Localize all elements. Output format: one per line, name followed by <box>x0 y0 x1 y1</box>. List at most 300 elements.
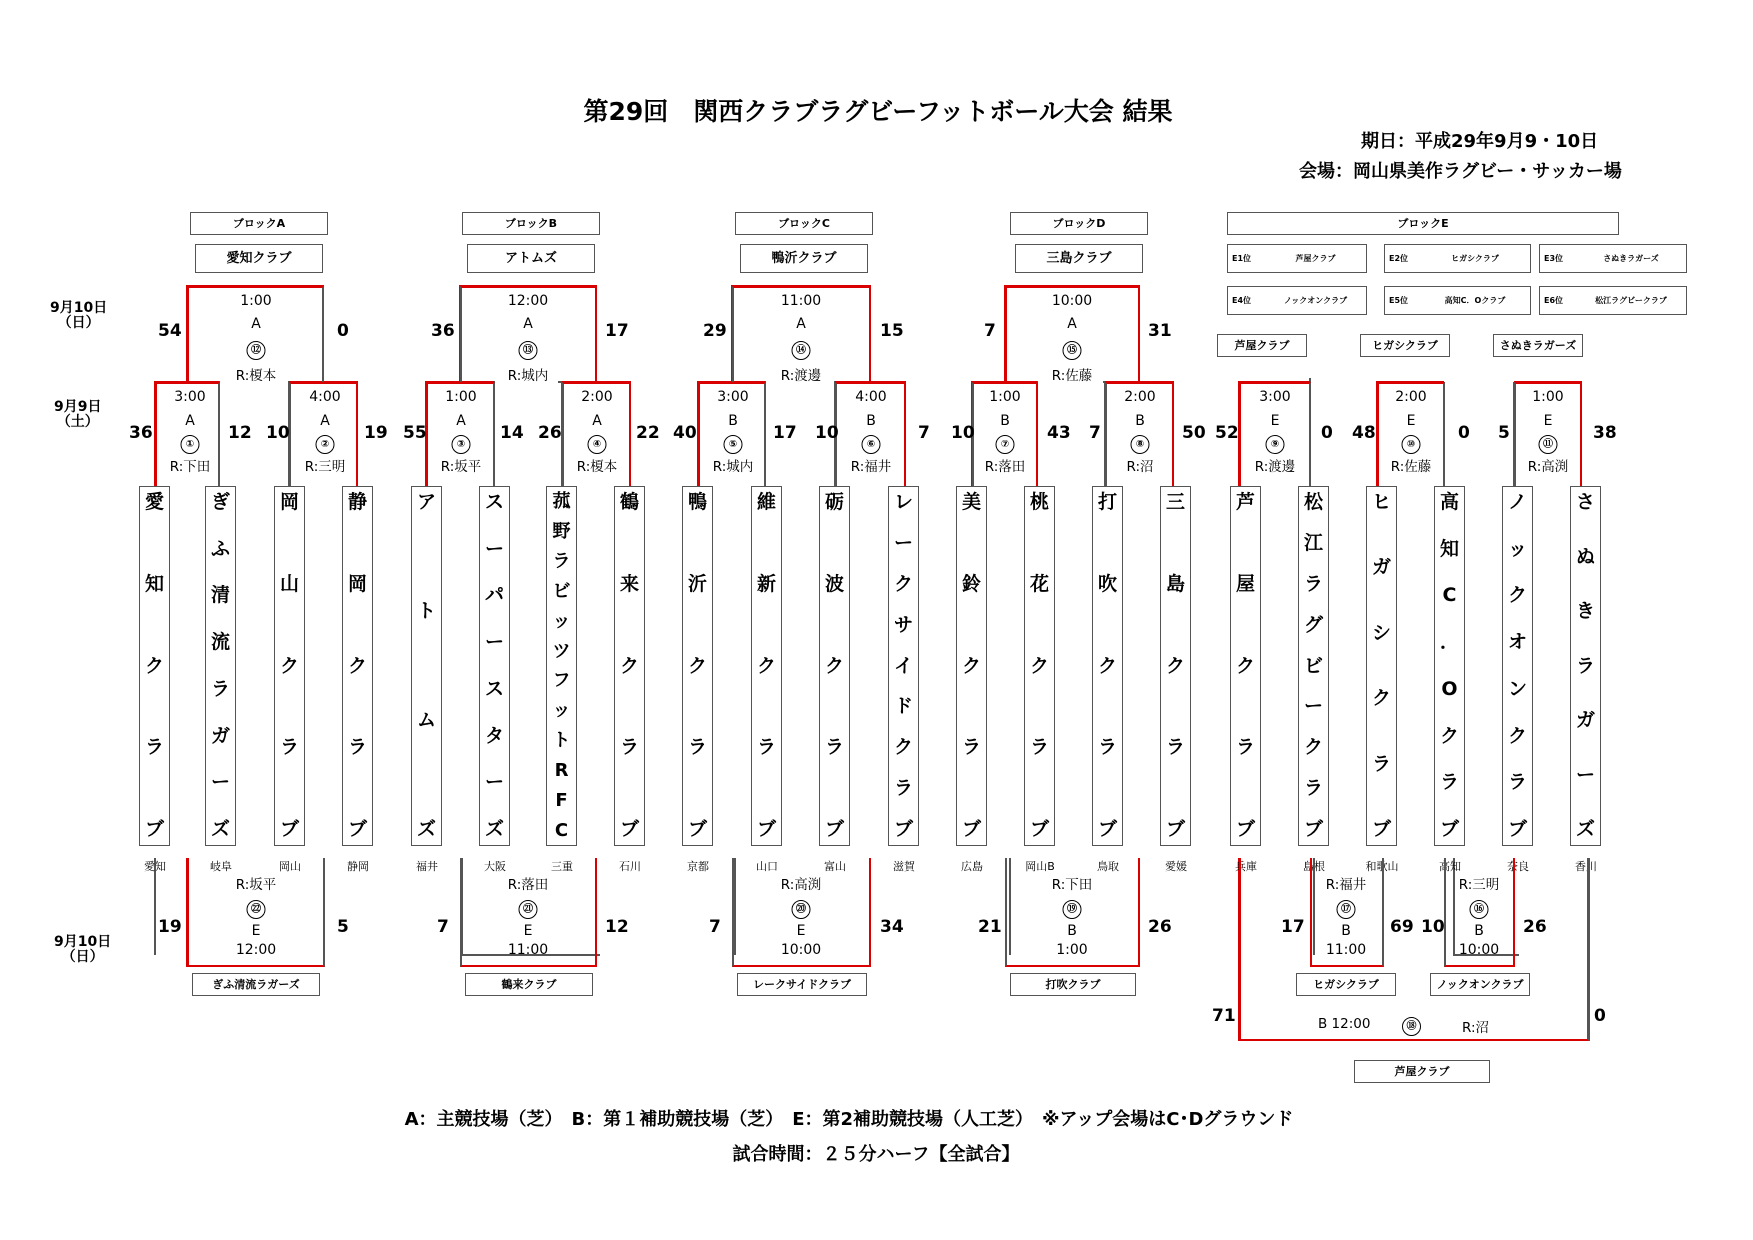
team-prefecture: 滋賀 <box>893 860 915 873</box>
rank-label: E3位 <box>1544 254 1564 263</box>
page-title: 第29回 関西クラブラグビーフットボール大会 結果 <box>583 97 1173 126</box>
team-name-char: ク <box>144 654 164 677</box>
team-column <box>1434 486 1465 846</box>
match-18-right-score: 0 <box>1594 1006 1606 1026</box>
match-16-time: 10:00 <box>1458 942 1500 958</box>
team-name-char: ッ <box>1507 537 1527 560</box>
match-number-icon: ⑭ <box>792 341 811 360</box>
team-name-char: ッ <box>552 700 571 722</box>
match-number-icon: ⑤ <box>724 435 743 454</box>
match-8-right-score: 50 <box>1182 423 1206 443</box>
team-name-char: ラ <box>1097 736 1117 759</box>
rank-label: E5位 <box>1389 296 1409 305</box>
team-prefecture: 愛知 <box>144 860 166 873</box>
block-e-pair-3: さぬきラガーズ <box>1493 334 1583 357</box>
match-6-field: B <box>866 413 876 429</box>
block-d-header: ブロックD <box>1010 212 1148 235</box>
match-number-icon: ⑮ <box>1063 341 1082 360</box>
match-3-number <box>452 432 471 454</box>
day-label-top-weekday: （日） <box>57 315 100 331</box>
team-name-char: 鈴 <box>961 572 981 595</box>
match-5-right-score: 17 <box>773 423 797 443</box>
team-name-char: ク <box>1507 724 1527 747</box>
match-21-field: E <box>523 923 533 939</box>
team-prefecture: 兵庫 <box>1235 860 1257 873</box>
team-name-char: き <box>1575 600 1595 622</box>
match-number-icon: ③ <box>452 435 471 454</box>
match-7-number <box>996 432 1015 454</box>
team-name-char: ー <box>484 631 504 654</box>
match-19-winner: 打吹クラブ <box>1010 973 1136 996</box>
team-prefecture: 静岡 <box>347 860 369 873</box>
team-name-char: ッ <box>552 610 571 632</box>
team-name-char: 江 <box>1303 531 1323 554</box>
team-name-char: レ <box>893 491 913 513</box>
match-20-number <box>792 897 811 919</box>
team-name-char: ラ <box>893 777 913 800</box>
match-20-time: 10:00 <box>780 942 822 958</box>
match-16-right-score: 26 <box>1523 917 1547 937</box>
team-name-char: 知 <box>1439 537 1459 560</box>
match-4-time: 2:00 <box>581 389 613 405</box>
team-name-char: ク <box>619 654 639 677</box>
team-prefecture: 高知 <box>1439 860 1461 873</box>
team-name-char: ク <box>1165 654 1185 677</box>
team-column <box>205 486 236 846</box>
team-column <box>1092 486 1123 846</box>
match-7-left-score: 10 <box>951 423 975 443</box>
team-name-char: 美 <box>961 491 981 513</box>
match-15-right-score: 31 <box>1148 321 1172 341</box>
team-name-char: ブ <box>1029 818 1049 840</box>
team-name-char: ビ <box>1303 654 1323 677</box>
match-2-left-score: 10 <box>266 423 290 443</box>
match-4-right-score: 22 <box>636 423 660 443</box>
team-name-char: ク <box>893 572 913 595</box>
match-12-field: A <box>251 316 261 332</box>
match-15-referee: R:佐藤 <box>1051 368 1093 384</box>
match-14-field: A <box>796 316 806 332</box>
match-15-field: A <box>1067 316 1077 332</box>
match-number-icon: ㉑ <box>519 900 538 919</box>
team-name-char: ぎ <box>210 491 230 513</box>
match-9-left-score: 52 <box>1215 423 1239 443</box>
team-name-char: ブ <box>279 818 299 840</box>
team-prefecture: 山口 <box>756 860 778 873</box>
match-19-number <box>1063 897 1082 919</box>
team-name-char: 岡 <box>347 572 367 595</box>
match-17-time: 11:00 <box>1325 942 1367 958</box>
team-name-char: ー <box>893 531 913 554</box>
match-15-time: 10:00 <box>1051 293 1093 309</box>
match-13-left-score: 36 <box>431 321 455 341</box>
team-name-char: ー <box>484 771 504 794</box>
team-column <box>274 486 305 846</box>
team-name-char: パ <box>484 584 504 607</box>
team-column <box>1230 486 1261 846</box>
team-name-char: ブ <box>1439 817 1459 840</box>
match-13-referee: R:城内 <box>507 368 549 384</box>
team-name-char: ズ <box>210 817 230 840</box>
team-name-char: 松 <box>1303 491 1323 513</box>
rank-label: E2位 <box>1389 254 1409 263</box>
match-11-right-score: 38 <box>1593 423 1617 443</box>
team-column <box>1024 486 1055 846</box>
match-16-field: B <box>1474 923 1484 939</box>
team-name-char: ス <box>484 491 504 513</box>
match-10-left-score: 48 <box>1352 423 1376 443</box>
match-1-number <box>181 432 200 454</box>
team-name-char: ク <box>893 736 913 759</box>
match-6-number <box>862 432 881 454</box>
block-d-winner: 三島クラブ <box>1015 244 1143 273</box>
match-21-number <box>519 897 538 919</box>
match-22-number <box>247 897 266 919</box>
match-duration-note: 試合時間：２５分ハーフ【全試合】 <box>732 1144 1020 1165</box>
match-6-time: 4:00 <box>855 389 887 405</box>
match-19-right-score: 26 <box>1148 917 1172 937</box>
team-name-char: ク <box>1235 654 1255 677</box>
match-13-number <box>519 338 538 360</box>
match-20-left-score: 7 <box>709 917 721 937</box>
match-12-number <box>247 338 266 360</box>
match-22-referee: R:坂平 <box>235 877 277 893</box>
rank-team: 芦屋クラブ <box>1295 254 1336 263</box>
team-name-char: 沂 <box>687 572 707 595</box>
team-column <box>139 486 170 846</box>
match-9-time: 3:00 <box>1259 389 1291 405</box>
team-name-char: ラ <box>756 736 776 759</box>
match-6-right-score: 7 <box>918 423 930 443</box>
match-15-number <box>1063 338 1082 360</box>
match-7-right-score: 43 <box>1047 423 1071 443</box>
team-name-char: ラ <box>347 736 367 759</box>
team-name-char: ラ <box>824 736 844 759</box>
match-17-number <box>1337 897 1356 919</box>
team-prefecture: 岐阜 <box>210 860 232 873</box>
team-name-char: 屋 <box>1235 572 1255 595</box>
team-name-char: ヒ <box>1371 491 1391 513</box>
team-name-char: ー <box>484 537 504 560</box>
team-name-char: ク <box>961 654 981 677</box>
team-name-char: ガ <box>1575 709 1595 731</box>
team-name-char: 菰 <box>552 491 571 512</box>
team-name-char: F <box>555 790 568 812</box>
match-17-winner: ヒガシクラブ <box>1296 973 1396 996</box>
team-name-char: ブ <box>1097 818 1117 840</box>
match-16-winner: ノックオンクラブ <box>1430 973 1530 996</box>
match-6-referee: R:福井 <box>850 459 892 475</box>
team-name-char: C <box>1442 584 1457 607</box>
team-name-char: 流 <box>210 631 230 654</box>
team-prefecture: 石川 <box>619 860 641 873</box>
rank-team: ヒガシクラブ <box>1451 254 1499 263</box>
team-name-char: ふ <box>210 537 230 560</box>
team-column <box>1366 486 1397 846</box>
team-name-char: ク <box>1439 724 1459 747</box>
team-name-char: ブ <box>1507 817 1527 840</box>
team-name-char: 山 <box>279 572 299 595</box>
team-name-char: ー <box>210 771 230 794</box>
match-number-icon: ⑧ <box>1131 435 1150 454</box>
match-22-time: 12:00 <box>235 942 277 958</box>
match-9-number <box>1266 432 1285 454</box>
match-5-time: 3:00 <box>717 389 749 405</box>
team-name-char: ラ <box>1507 771 1527 794</box>
team-name-char: O <box>1441 677 1458 700</box>
team-name-char: 知 <box>144 572 164 595</box>
team-name-char: ブ <box>1165 818 1185 840</box>
team-name-char: ラ <box>619 736 639 759</box>
team-name-char: ラ <box>961 736 981 759</box>
team-name-char: ム <box>416 709 436 731</box>
match-12-referee: R:榎本 <box>235 368 277 384</box>
team-name-char: ク <box>687 654 707 677</box>
team-name-char: ス <box>484 677 504 700</box>
match-12-right-score: 0 <box>337 321 349 341</box>
match-10-time: 2:00 <box>1395 389 1427 405</box>
match-11-referee: R:高渕 <box>1527 459 1569 475</box>
match-19-field: B <box>1067 923 1077 939</box>
team-prefecture: 福井 <box>416 860 438 873</box>
match-19-time: 1:00 <box>1056 942 1088 958</box>
team-name-char: ブ <box>1371 817 1391 840</box>
match-14-right-score: 15 <box>880 321 904 341</box>
team-prefecture: 大阪 <box>484 860 506 873</box>
date-info: 期日：平成29年9月9・10日 <box>1361 131 1599 152</box>
team-name-char: 鶴 <box>619 491 639 513</box>
team-name-char: 芦 <box>1235 491 1255 513</box>
match-9-field: E <box>1270 413 1280 429</box>
field-legend: A：主競技場（芝） B：第１補助競技場（芝） E：第2補助競技場（人工芝） ※アップ会場はC･Dグラウンド <box>404 1109 1294 1130</box>
match-17-left-score: 17 <box>1281 917 1305 937</box>
team-column <box>1298 486 1329 846</box>
match-5-field: B <box>728 413 738 429</box>
team-name-char: 岡 <box>279 491 299 513</box>
match-12-left-score: 54 <box>158 321 182 341</box>
match-3-left-score: 55 <box>403 423 427 443</box>
team-name-char: フ <box>552 670 571 692</box>
match-1-referee: R:下田 <box>169 459 211 475</box>
match-number-icon: ⑯ <box>1470 900 1489 919</box>
team-name-char: 新 <box>756 572 776 595</box>
team-column <box>342 486 373 846</box>
team-prefecture: 広島 <box>961 860 983 873</box>
match-13-right-score: 17 <box>605 321 629 341</box>
team-name-char: ア <box>416 491 436 513</box>
team-name-char: 鴨 <box>687 491 707 513</box>
team-name-char: グ <box>1303 613 1323 636</box>
match-1-field: A <box>185 413 195 429</box>
match-number-icon: ⑱ <box>1402 1017 1421 1036</box>
team-name-char: ラ <box>279 736 299 759</box>
match-number-icon: ⑬ <box>519 341 538 360</box>
team-name-char: ー <box>1575 763 1595 786</box>
match-number-icon: ② <box>316 435 335 454</box>
match-2-number <box>316 432 335 454</box>
rank-label: E6位 <box>1544 296 1564 305</box>
match-number-icon: ④ <box>588 435 607 454</box>
match-14-time: 11:00 <box>780 293 822 309</box>
team-name-char: ノ <box>1507 491 1527 513</box>
team-name-char: 維 <box>756 491 776 513</box>
team-name-char: ク <box>1371 687 1391 710</box>
team-name-char: ズ <box>1575 818 1595 840</box>
match-14-number <box>792 338 811 360</box>
team-name-char: ク <box>1097 654 1117 677</box>
team-name-char: ブ <box>144 818 164 840</box>
match-18-field-time: B 12:00 <box>1318 1016 1371 1032</box>
match-10-referee: R:佐藤 <box>1390 459 1432 475</box>
team-name-char: ラ <box>552 550 571 572</box>
team-column <box>819 486 850 846</box>
match-3-field: A <box>456 413 466 429</box>
match-5-left-score: 40 <box>673 423 697 443</box>
match-18-left-score: 71 <box>1212 1006 1236 1026</box>
team-name-char: ク <box>1303 736 1323 759</box>
match-10-number <box>1402 432 1421 454</box>
team-name-char: 波 <box>824 572 844 595</box>
team-column <box>411 486 442 846</box>
match-4-number <box>588 432 607 454</box>
team-name-char: 高 <box>1439 491 1459 513</box>
team-name-char: ク <box>824 654 844 677</box>
team-prefecture: 島根 <box>1303 860 1325 873</box>
team-column <box>1160 486 1191 846</box>
team-column <box>546 486 577 846</box>
day-label-top-date: 9月10日 <box>50 300 108 316</box>
match-number-icon: ⑩ <box>1402 435 1421 454</box>
team-name-char: ブ <box>1303 818 1323 840</box>
team-prefecture: 愛媛 <box>1165 860 1187 873</box>
team-name-char: C <box>554 819 569 841</box>
match-1-right-score: 12 <box>228 423 252 443</box>
team-name-char: ト <box>552 730 571 752</box>
match-19-left-score: 21 <box>978 917 1002 937</box>
team-name-char: 桃 <box>1029 491 1049 513</box>
match-21-left-score: 7 <box>437 917 449 937</box>
team-name-char: ク <box>1507 584 1527 607</box>
match-7-field: B <box>1000 413 1010 429</box>
block-c-winner: 鴨沂クラブ <box>740 244 868 273</box>
match-4-left-score: 26 <box>538 423 562 443</box>
team-name-char: 来 <box>619 572 639 595</box>
team-name-char: 野 <box>552 520 571 542</box>
match-3-time: 1:00 <box>445 389 477 405</box>
day-label-bottom-date: 9月10日 <box>54 934 112 950</box>
match-number-icon: ⑥ <box>862 435 881 454</box>
team-name-char: ビ <box>552 580 571 602</box>
team-column <box>1570 486 1601 846</box>
match-number-icon: ⑪ <box>1539 435 1558 454</box>
block-c-header: ブロックC <box>735 212 873 235</box>
team-name-char: 愛 <box>144 491 164 513</box>
match-3-referee: R:坂平 <box>440 459 482 475</box>
match-10-right-score: 0 <box>1458 423 1470 443</box>
team-name-char: サ <box>893 613 913 636</box>
team-name-char: タ <box>484 724 504 747</box>
match-20-referee: R:高渕 <box>780 877 822 893</box>
match-5-referee: R:城内 <box>712 459 754 475</box>
match-14-referee: R:渡邊 <box>780 368 822 384</box>
block-e-pair-2: ヒガシクラブ <box>1360 334 1450 357</box>
match-9-right-score: 0 <box>1321 423 1333 443</box>
match-9-referee: R:渡邊 <box>1254 459 1296 475</box>
team-name-char: ラ <box>1303 777 1323 800</box>
match-number-icon: ⑨ <box>1266 435 1285 454</box>
match-number-icon: ⑦ <box>996 435 1015 454</box>
team-name-char: ． <box>1439 631 1459 654</box>
match-10-field: E <box>1406 413 1416 429</box>
day-label-bottom-weekday: （日） <box>61 949 104 965</box>
team-name-char: 砺 <box>824 491 844 513</box>
block-a-header: ブロックA <box>190 212 328 235</box>
match-number-icon: ㉒ <box>247 900 266 919</box>
match-1-left-score: 36 <box>129 423 153 443</box>
team-name-char: ド <box>893 695 913 718</box>
match-8-number <box>1131 432 1150 454</box>
team-name-char: ブ <box>893 818 913 840</box>
team-column <box>479 486 510 846</box>
match-7-time: 1:00 <box>989 389 1021 405</box>
match-21-time: 11:00 <box>507 942 549 958</box>
match-18-referee: R:沼 <box>1462 1020 1490 1036</box>
match-number-icon: ⑫ <box>247 341 266 360</box>
team-name-char: ブ <box>619 818 639 840</box>
block-e-pair-1: 芦屋クラブ <box>1217 334 1307 357</box>
match-17-right-score: 69 <box>1390 917 1414 937</box>
team-name-char: ン <box>1507 677 1527 700</box>
match-17-field: B <box>1341 923 1351 939</box>
match-16-left-score: 10 <box>1421 917 1445 937</box>
match-number-icon: ① <box>181 435 200 454</box>
team-name-char: オ <box>1507 631 1527 654</box>
match-21-referee: R:落田 <box>507 877 549 893</box>
match-11-number <box>1539 432 1558 454</box>
team-name-char: ズ <box>416 818 436 840</box>
team-prefecture: 三重 <box>551 860 573 873</box>
team-name-char: ラ <box>1575 654 1595 677</box>
match-17-referee: R:福井 <box>1325 877 1367 893</box>
match-8-left-score: 7 <box>1089 423 1101 443</box>
team-column <box>614 486 645 846</box>
team-prefecture: 京都 <box>687 860 709 873</box>
rank-team: さぬきラガーズ <box>1603 254 1659 263</box>
rank-team: 松江ラグビークラブ <box>1595 296 1667 305</box>
team-name-char: ツ <box>552 640 571 662</box>
team-prefecture: 和歌山 <box>1365 860 1399 873</box>
team-prefecture: 岡山B <box>1025 860 1055 873</box>
team-name-char: ブ <box>824 818 844 840</box>
team-name-char: ラ <box>1029 736 1049 759</box>
team-column <box>751 486 782 846</box>
team-column <box>1502 486 1533 846</box>
team-column <box>682 486 713 846</box>
match-15-left-score: 7 <box>984 321 996 341</box>
team-name-char: 吹 <box>1097 572 1117 595</box>
team-name-char: 三 <box>1165 491 1185 513</box>
rank-label: E1位 <box>1232 254 1252 263</box>
team-name-char: ラ <box>1371 752 1391 775</box>
match-1-time: 3:00 <box>174 389 206 405</box>
team-prefecture: 岡山 <box>279 860 301 873</box>
team-name-char: ラ <box>1439 771 1459 794</box>
team-prefecture: 鳥取 <box>1097 860 1119 873</box>
team-name-char: ラ <box>210 677 230 700</box>
team-name-char: ブ <box>1235 818 1255 840</box>
match-13-time: 12:00 <box>507 293 549 309</box>
team-name-char: 静 <box>347 491 367 513</box>
